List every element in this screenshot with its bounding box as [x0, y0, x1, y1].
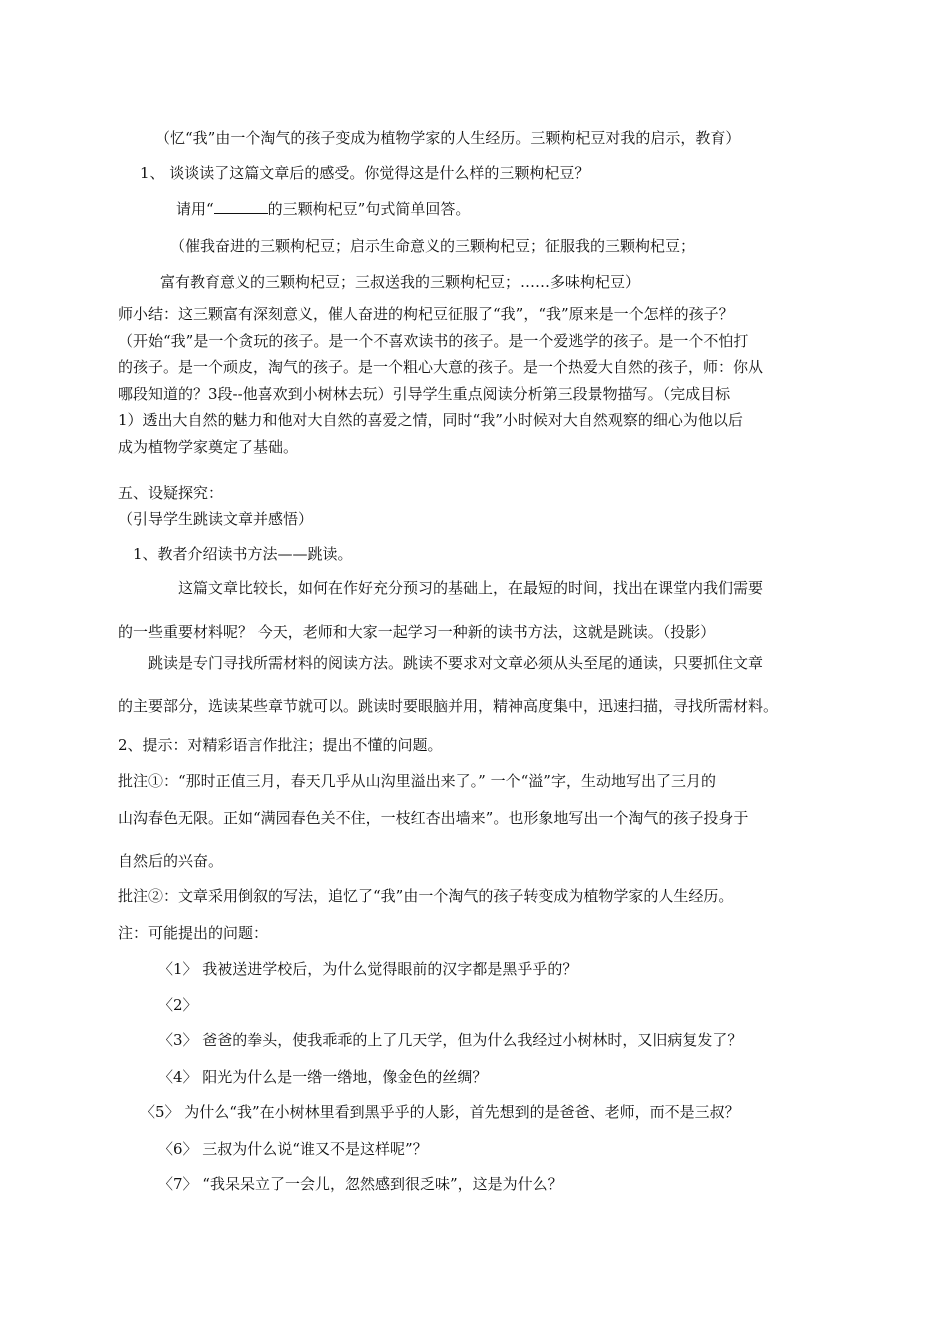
question-item: 〈6〉 三叔为什么说“谁又不是这样呢”？	[158, 1140, 428, 1158]
section-5-item-1: 1、教者介绍读书方法——跳读。	[133, 545, 353, 563]
summary-line: 师小结：这三颗富有深刻意义，催人奋进的枸杞豆征服了“我”，“我”原来是一个怎样的孩子？	[118, 305, 734, 323]
summary-line: 的孩子。是一个顽皮，淘气的孩子。是一个粗心大意的孩子。是一个热爱大自然的孩子，师：你从	[118, 358, 764, 376]
section-5-item-2: 2、提示：对精彩语言作批注；提出不懂的问题。	[118, 736, 443, 754]
annotation-2: 批注②：文章采用倒叙的写法，追忆了“我”由一个淘气的孩子转变成为植物学家的人生经历。	[118, 887, 734, 905]
section-5-title: 五、设疑探究：	[118, 484, 224, 502]
question-item: 〈3〉 爸爸的拳头，使我乖乖的上了几天学，但为什么我经过小树林时，又旧病复发了？	[158, 1031, 743, 1049]
questions-intro: 注：可能提出的问题：	[118, 924, 269, 942]
annotation-1-line-1: 批注①：“那时正值三月，春天几乎从山沟里溢出来了。” 一个“溢”字，生动地写出了三月的	[118, 772, 716, 790]
summary-line: 1）透出大自然的魅力和他对大自然的喜爱之情，同时“我”小时候对大自然观察的细心为他以后	[118, 411, 743, 429]
question-item: 〈1〉 我被送进学校后，为什么觉得眼前的汉字都是黑乎乎的？	[158, 960, 578, 978]
section-5-subtitle: （引导学生跳读文章并感悟）	[118, 510, 314, 528]
summary-line: 哪段知道的？3段--他喜欢到小树林去玩）引导学生重点阅读分析第三段景物描写。（完成目标	[118, 385, 731, 403]
answer-line-1: （催我奋进的三颗枸杞豆；启示生命意义的三颗枸杞豆；征服我的三颗枸杞豆；	[170, 237, 696, 255]
answer-line-2: 富有教育意义的三颗枸杞豆；三叔送我的三颗枸杞豆；……多味枸杞豆）	[160, 273, 641, 291]
paragraph-1-line-2: 的一些重要材料呢？ 今天，老师和大家一起学习一种新的读书方法，这就是跳读。（投影）	[118, 623, 716, 641]
annotation-1-line-2: 山沟春色无限。正如“满园春色关不住，一枝红杏出墙来”。也形象地写出一个淘气的孩子投身于	[118, 809, 749, 827]
prompt-suffix: 的三颗枸杞豆”句式简单回答。	[267, 200, 471, 218]
paragraph-1-line-1: 这篇文章比较长，如何在作好充分预习的基础上，在最短的时间，找出在课堂内我们需要	[178, 579, 764, 597]
question-item: 〈2〉	[158, 996, 198, 1014]
question-item: 〈4〉 阳光为什么是一绺一绺地，像金色的丝绸？	[158, 1068, 488, 1086]
paragraph-2-line-1: 跳读是专门寻找所需材料的阅读方法。跳读不要求对文章必须从头至尾的通读，只要抓住文章	[148, 654, 764, 672]
question-item: 〈7〉 “我呆呆立了一会儿，忽然感到很乏味”，这是为什么？	[158, 1175, 563, 1193]
fill-blank-line	[214, 199, 268, 214]
question-item: 〈5〉 为什么“我”在小树林里看到黑乎乎的人影，首先想到的是爸爸、老师，而不是三叔？	[140, 1103, 740, 1121]
paragraph-2-line-2: 的主要部分，选读某些章节就可以。跳读时要眼脑并用，精神高度集中，迅速扫描，寻找所需材料。	[118, 697, 779, 715]
summary-line: 成为植物学家奠定了基础。	[118, 438, 299, 456]
intro-line: （忆“我”由一个淘气的孩子变成为植物学家的人生经历。三颗枸杞豆对我的启示，教育）	[155, 129, 741, 147]
summary-line: （开始“我”是一个贪玩的孩子。是一个不喜欢读书的孩子。是一个爱逃学的孩子。是一个不怕打	[118, 332, 749, 350]
prompt-prefix: 请用“	[176, 200, 214, 218]
question-1-prompt	[176, 199, 470, 219]
annotation-1-line-3: 自然后的兴奋。	[118, 852, 224, 870]
question-1: 1、 谈谈读了这篇文章后的感受。你觉得这是什么样的三颗枸杞豆？	[140, 164, 590, 182]
